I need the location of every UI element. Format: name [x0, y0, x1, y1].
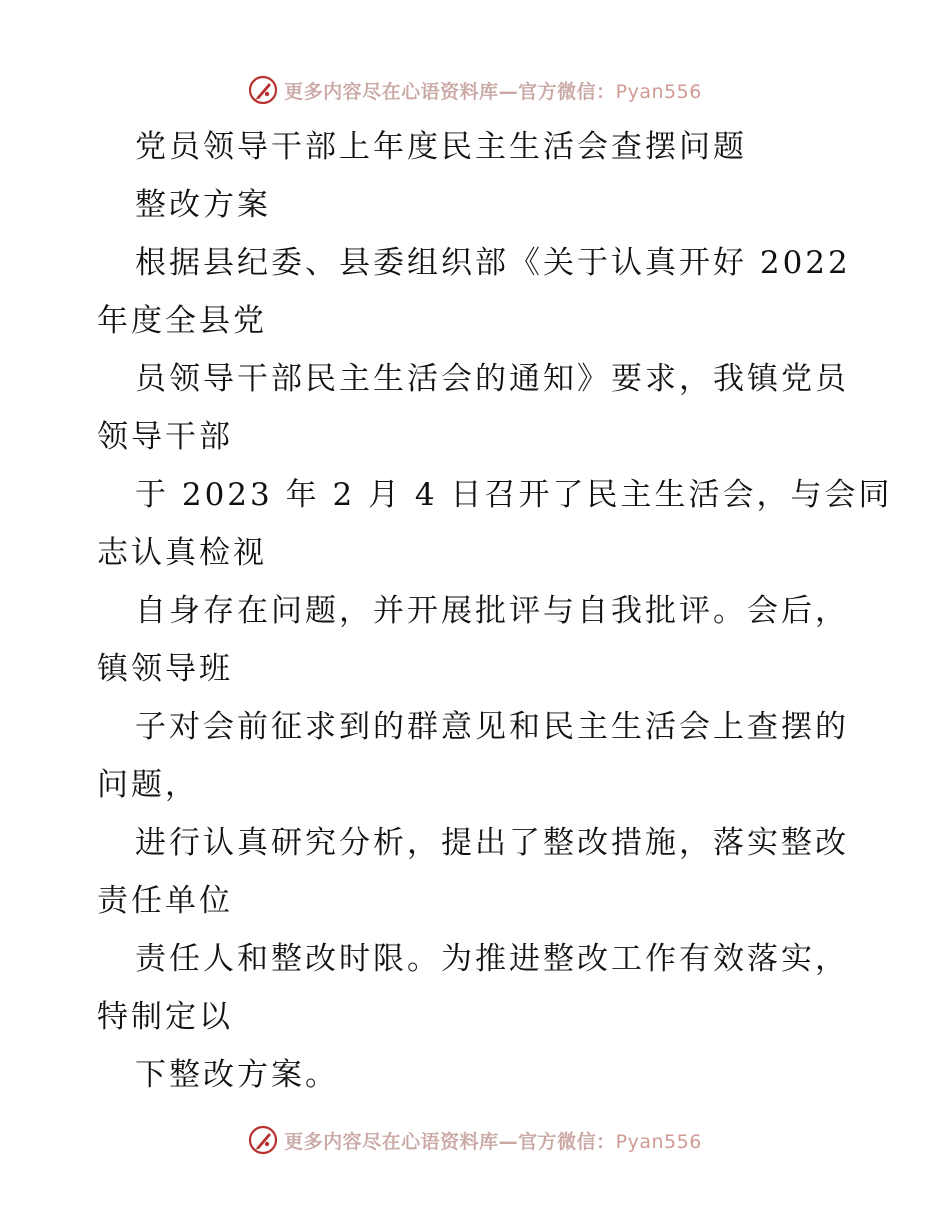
watermark-prefix: 更多内容尽在心语资料库—官方微信：: [284, 80, 616, 103]
document-title-line-1: 党员领导干部上年度民主生活会查摆问题: [135, 129, 747, 165]
watermark-text: [284, 1127, 702, 1154]
paragraph-line: 镇领导班: [97, 651, 233, 687]
paragraph-line: 责任单位: [97, 883, 233, 919]
quill-pen-logo-icon: [248, 1125, 278, 1155]
paragraph-line: 特制定以: [97, 999, 233, 1035]
paragraph-line: 根据县纪委、县委组织部《关于认真开好 2022: [135, 245, 851, 281]
paragraph-line: 领导干部: [97, 419, 233, 455]
paragraph-line: 于 2023 年 2 月 4 日召开了民主生活会，与会同: [135, 477, 893, 513]
paragraph-line: 志认真检视: [97, 535, 267, 571]
paragraph-line: 问题，: [97, 767, 199, 803]
watermark-header: [0, 72, 950, 108]
watermark-account: Pyan556: [615, 1130, 702, 1153]
paragraph-line: 员领导干部民主生活会的通知》要求，我镇党员: [135, 361, 849, 397]
watermark-prefix: 更多内容尽在心语资料库—官方微信：: [284, 1130, 616, 1153]
paragraph-line: 自身存在问题，并开展批评与自我批评。会后，: [135, 593, 849, 629]
watermark-account: Pyan556: [615, 80, 702, 103]
document-title-line-2: 整改方案: [135, 187, 271, 223]
watermark-text: [284, 77, 702, 104]
paragraph-line: 子对会前征求到的群意见和民主生活会上查摆的: [135, 709, 849, 745]
paragraph-line: 下整改方案。: [135, 1057, 339, 1093]
paragraph-line: 进行认真研究分析，提出了整改措施，落实整改: [135, 825, 849, 861]
quill-pen-logo-icon: [248, 75, 278, 105]
paragraph-line: 责任人和整改时限。为推进整改工作有效落实，: [135, 941, 849, 977]
paragraph-line: 年度全县党: [97, 303, 267, 339]
watermark-footer: [0, 1122, 950, 1158]
